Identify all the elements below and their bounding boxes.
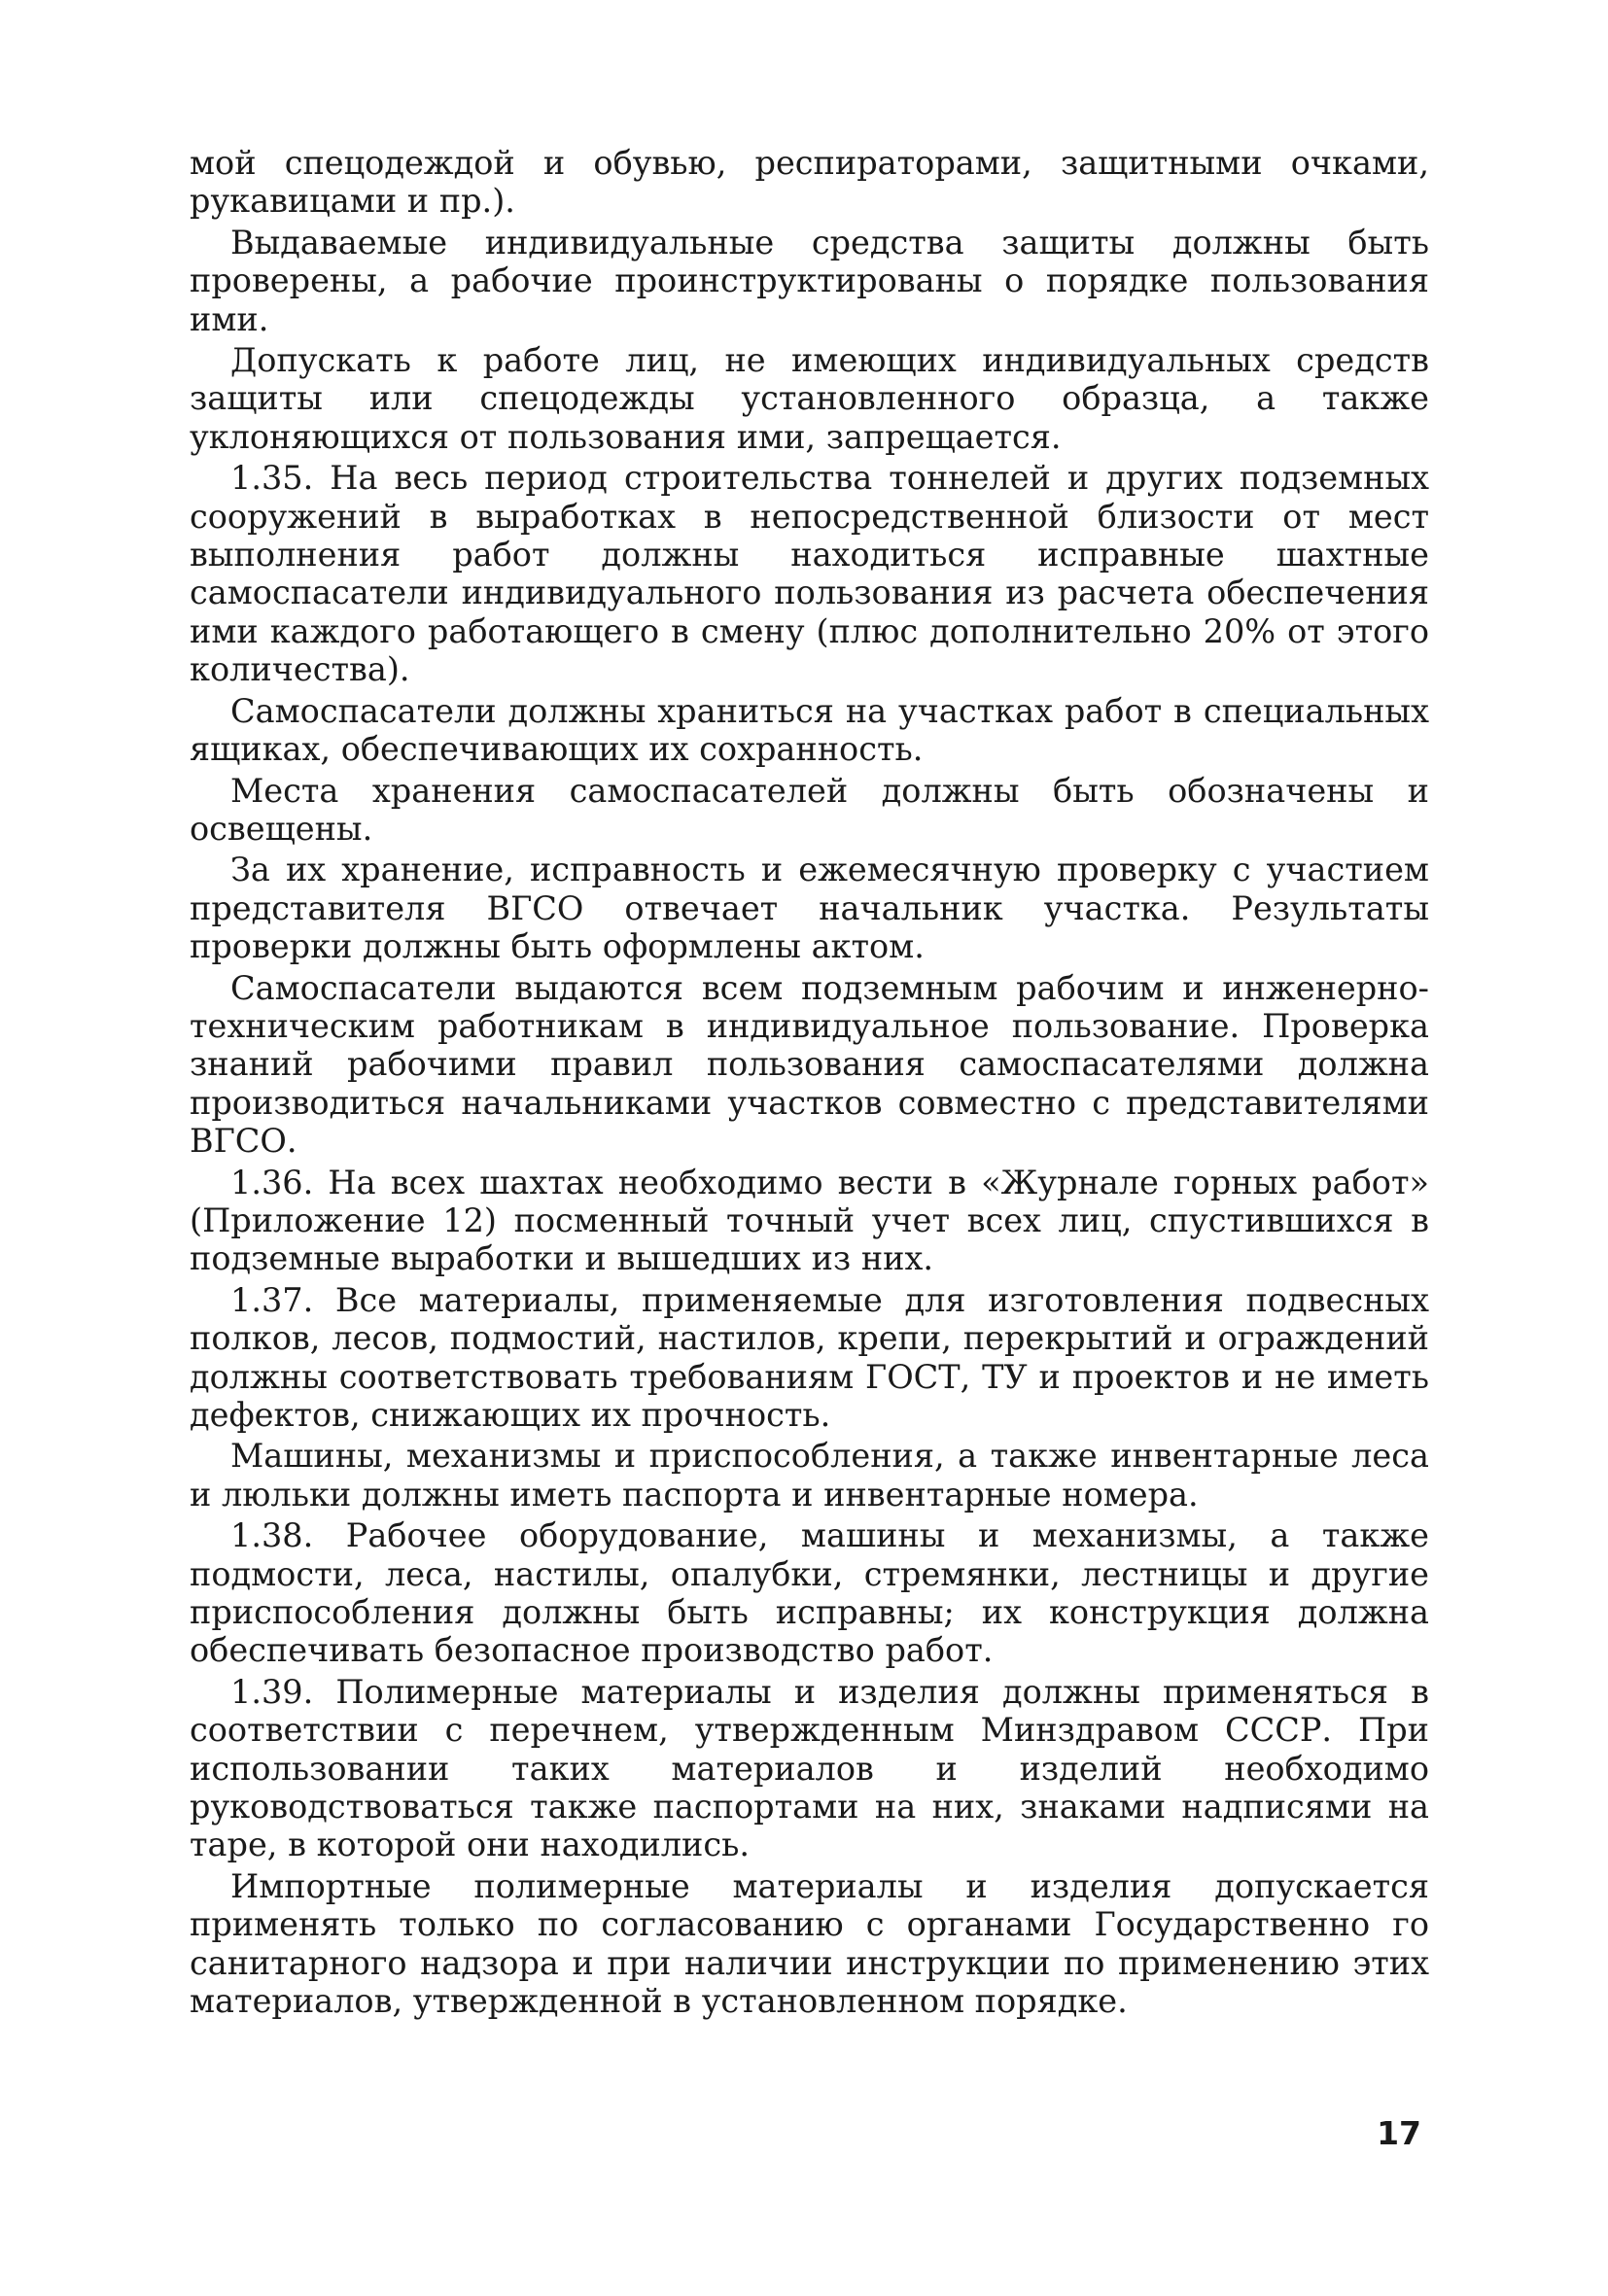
paragraph: Выдаваемые индивидуальные средства защиты должны быть проверены, а рабочие проинструктированы о порядке пользования ими. <box>190 223 1429 338</box>
paragraph: Места хранения самоспасателей должны быть обозначены и освещены. <box>190 771 1429 848</box>
paragraph-section-1-36: 1.36. На всех шахтах необходимо вести в «Журнале горных работ» (Приложение 12) посменный точный учет всех лиц, спустившихся в подземные выработки и вышедших из них. <box>190 1163 1429 1278</box>
paragraph-section-1-39: 1.39. Полимерные материалы и изделия должны применяться в соответствии с перечнем, утвержденным Минздравом СССР. При использовании таких материалов и изделий необходимо руководствоваться также паспортами на них, знаками надписями на таре, в которой они находились. <box>190 1672 1429 1864</box>
paragraph: Допускать к работе лиц, не имеющих индивидуальных средств защиты или спецодежды установленного образца, а также уклоняющихся от пользования ими, запрещается. <box>190 341 1429 456</box>
paragraph-section-1-38: 1.38. Рабочее оборудование, машины и механизмы, а также подмости, леса, настилы, опалубки, стремянки, лестницы и другие приспособления должны быть исправны; их конструкция должна обеспечивать безопасное производство работ. <box>190 1516 1429 1670</box>
body-text <box>190 144 1429 2024</box>
paragraph: Машины, механизмы и приспособления, а также инвентарные леса и люльки должны иметь паспорта и инвентарные номера. <box>190 1437 1429 1513</box>
page-number: 17 <box>1377 2114 1421 2152</box>
paragraph: Импортные полимерные материалы и изделия допускается применять только по согласованию с органами Государственно го санитарного надзора и при наличии инструкции по применению этих материалов, утвержденной в установленном порядке. <box>190 1866 1429 2021</box>
paragraph: мой спецодеждой и обувью, респираторами, защитными очками, рукавицами и пр.). <box>190 144 1429 221</box>
paragraph: Самоспасатели выдаются всем подземным рабочим и инженерно-техническим работникам в индивидуальное пользование. Проверка знаний рабочими правил пользования самоспасателями должна производиться начальниками участков совместно с представителями ВГСО. <box>190 968 1429 1161</box>
paragraph: Самоспасатели должны храниться на участках работ в специальных ящиках, обеспечивающих их сохранность. <box>190 691 1429 769</box>
paragraph: За их хранение, исправность и ежемесячную проверку с участием представителя ВГСО отвечает начальник участка. Результаты проверки должны быть оформлены актом. <box>190 851 1429 966</box>
paragraph-section-1-37: 1.37. Все материалы, применяемые для изготовления подвесных полков, лесов, подмостий, настилов, крепи, перекрытий и ограждений должны соответствовать требованиям ГОСТ, ТУ и проектов и не иметь дефектов, снижающих их прочность. <box>190 1280 1429 1434</box>
paragraph-section-1-35: 1.35. На весь период строительства тоннелей и других подземных сооружений в выработках в непосредственной близости от мест выполнения работ должны находиться исправные шахтные самоспасатели индивидуального пользования из расчета обеспечения ими каждого работающего в смену (плюс дополнительно 20% от этого количества). <box>190 459 1429 689</box>
